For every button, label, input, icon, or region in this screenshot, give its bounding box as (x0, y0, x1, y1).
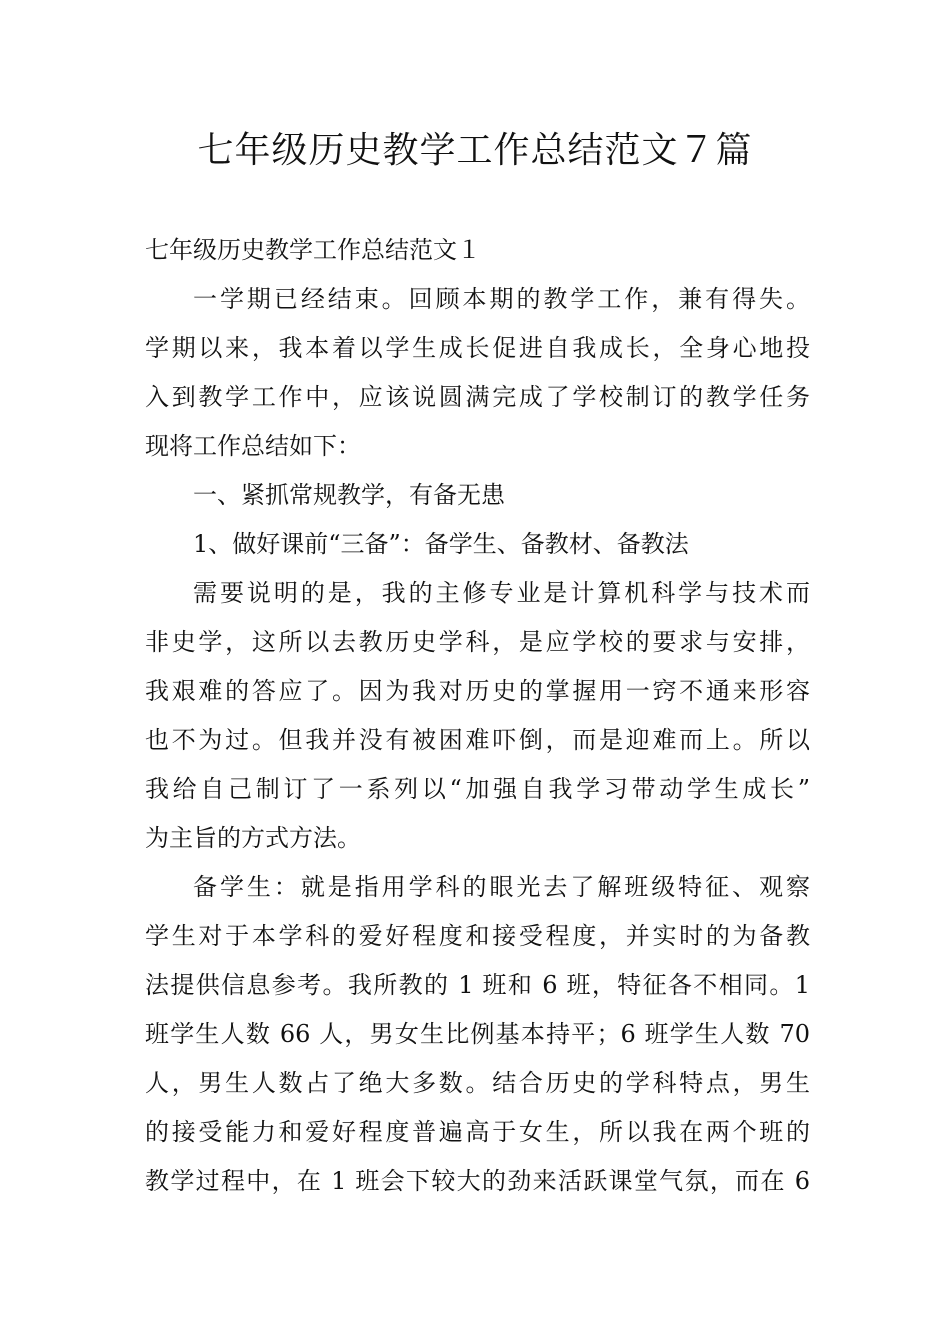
text-line: 一、紧抓常规教学，有备无患 (193, 481, 505, 509)
text-line: 人，男生人数占了绝大多数。结合历史的学科特点，男生 (145, 1069, 810, 1097)
text-line: 为主旨的方式方法。 (145, 824, 361, 852)
text-line: 学生对于本学科的爱好程度和接受程度，并实时的为备教 (145, 922, 810, 950)
text-line: 一学期已经结束。回顾本期的教学工作，兼有得失。 (193, 285, 810, 313)
document-body (145, 226, 810, 1206)
text-line: 备学生：就是指用学科的眼光去了解班级特征、观察 (193, 873, 810, 901)
text-line: 学期以来，我本着以学生成长促进自我成长，全身心地投 (145, 334, 810, 362)
text-line: 法提供信息参考。我所教的 1 班和 6 班，特征各不相同。1 (145, 971, 810, 999)
text-line: 班学生人数 66 人，男女生比例基本持平；6 班学生人数 70 (145, 1020, 810, 1048)
text-line: 我给自己制订了一系列以“加强自我学习带动学生成长” (145, 775, 810, 803)
text-line: 我艰难的答应了。因为我对历史的掌握用一窍不通来形容 (145, 677, 810, 705)
text-line: 也不为过。但我并没有被困难吓倒，而是迎难而上。所以 (145, 726, 810, 754)
text-line: 的接受能力和爱好程度普遍高于女生，所以我在两个班的 (145, 1118, 810, 1146)
document-title: 七年级历史教学工作总结范文７篇 (197, 130, 753, 171)
text-line: 入到教学工作中，应该说圆满完成了学校制订的教学任务 (145, 383, 810, 411)
text-line: 需要说明的是，我的主修专业是计算机科学与技术而 (193, 579, 810, 607)
text-line: 1、做好课前“三备”：备学生、备教材、备教法 (193, 530, 689, 558)
text-line: 非史学，这所以去教历史学科，是应学校的要求与安排， (145, 628, 810, 656)
text-line: 教学过程中，在 1 班会下较大的劲来活跃课堂气氛，而在 6 (145, 1167, 810, 1195)
text-line: 七年级历史教学工作总结范文１ (145, 236, 481, 264)
text-line: 现将工作总结如下： (145, 432, 361, 460)
